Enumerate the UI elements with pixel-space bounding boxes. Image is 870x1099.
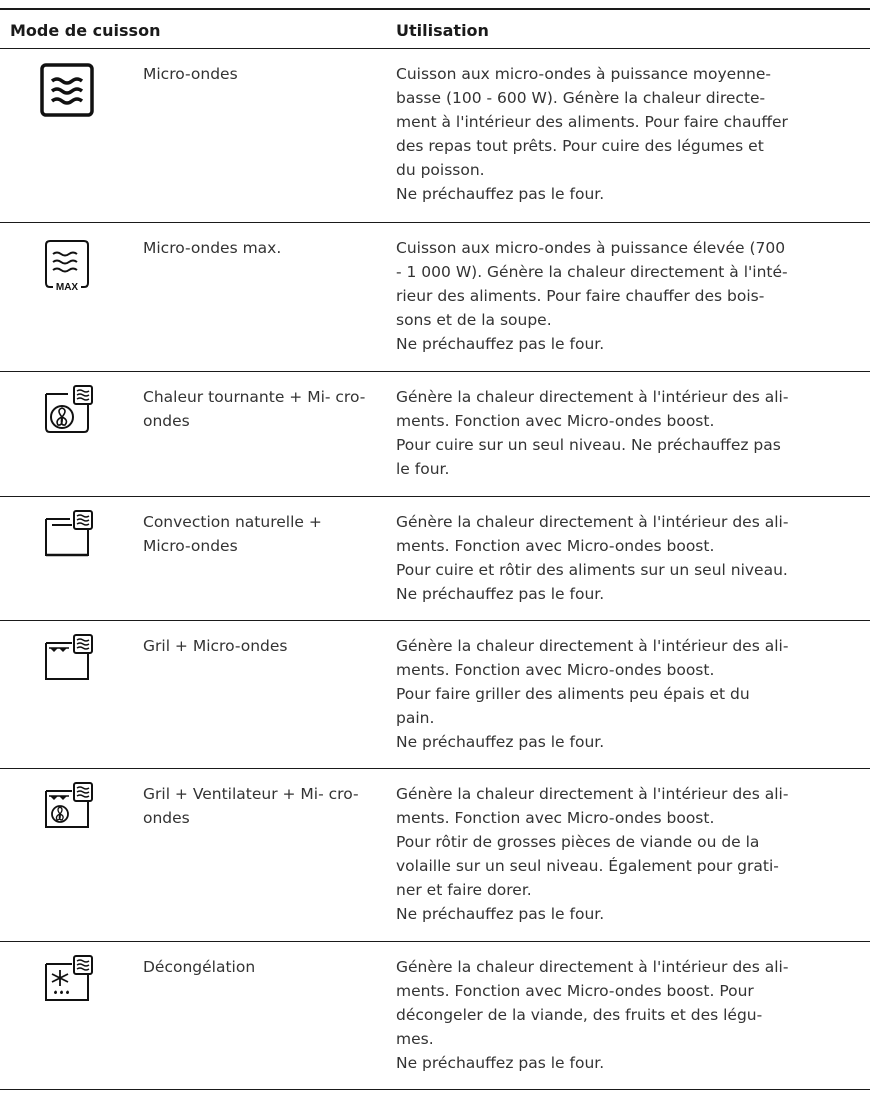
cooking-modes-table [0,8,870,1090]
usage-text: Cuisson aux micro-ondes à puissance moyenne- basse (100 - 600 W). Génère la chaleur directe- ment à l'intérieur des aliments. Pour faire chauffer des repas tout prêts. Pour cuire des légumes et du poisson. Ne préchauffez pas le four. [396,65,788,203]
grill-fan-microwave-icon [38,781,102,845]
mode-label: Micro-ondes max. [143,239,282,257]
table-row [0,372,870,497]
grill-microwave-icon [38,633,102,697]
header-mode: Mode de cuisson [10,21,161,40]
mode-label: Convection naturelle + Micro-ondes [143,513,322,555]
usage-text: Génère la chaleur directement à l'intérieur des ali- ments. Fonction avec Micro-ondes boost. Pour cuire et rôtir des aliments sur un seul niveau. Ne préchauffez pas le four. [396,513,789,603]
table-header [0,10,870,49]
mode-label: Chaleur tournante + Mi- cro-ondes [143,388,366,430]
usage-text: Génère la chaleur directement à l'intérieur des ali- ments. Fonction avec Micro-ondes boost. Pour décongeler de la viande, des fruits et des légu- mes. Ne préchauffez pas le four. [396,958,789,1072]
mode-label: Gril + Ventilateur + Mi- cro-ondes [143,785,359,827]
max-label: MAX [55,282,79,293]
header-usage: Utilisation [396,21,489,40]
usage-text: Génère la chaleur directement à l'intérieur des ali- ments. Fonction avec Micro-ondes boost. Pour rôtir de grosses pièces de viande ou de la volaille sur un seul niveau. Également pour grati- ner et faire dorer. Ne préchauffez pas le four. [396,785,789,923]
microwave-max-icon [38,235,102,299]
table-row [0,942,870,1090]
mode-label: Micro-ondes [143,65,238,83]
usage-text: Génère la chaleur directement à l'intérieur des ali- ments. Fonction avec Micro-ondes boost. Pour cuire sur un seul niveau. Ne préchauffez pas le four. [396,388,789,478]
table-row [0,497,870,621]
mode-label: Gril + Micro-ondes [143,637,288,655]
table-row [0,621,870,769]
defrost-microwave-icon [38,954,102,1018]
table-row [0,223,870,372]
table-row [0,769,870,942]
microwave-icon [38,61,102,125]
fan-microwave-icon [38,384,102,448]
table-row [0,49,870,223]
usage-text: Cuisson aux micro-ondes à puissance élevée (700 - 1 000 W). Génère la chaleur directement à l'inté- rieur des aliments. Pour faire chauffer des bois- sons et de la soupe. Ne préchauffez pas le four. [396,239,788,353]
mode-label: Décongélation [143,958,256,976]
convection-microwave-icon [38,509,102,573]
usage-text: Génère la chaleur directement à l'intérieur des ali- ments. Fonction avec Micro-ondes boost. Pour faire griller des aliments peu épais et du pain. Ne préchauffez pas le four. [396,637,789,751]
